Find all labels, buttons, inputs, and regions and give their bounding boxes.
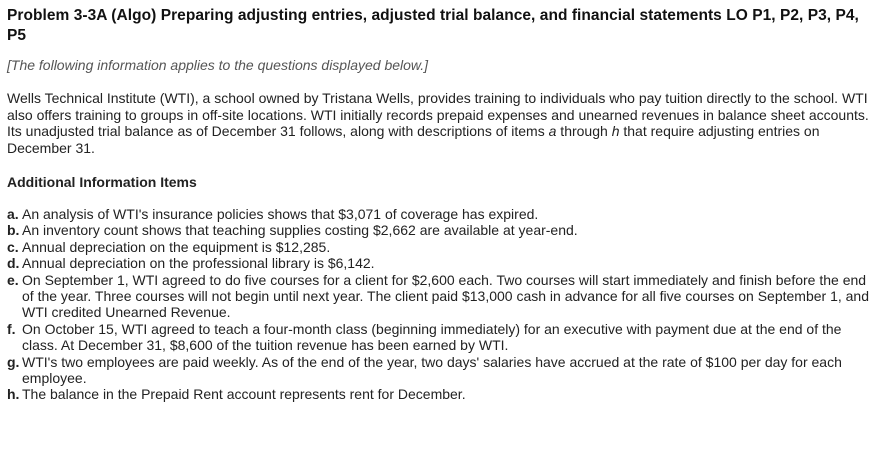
- list-item: [7, 222, 869, 238]
- intro-text-3: that require adjusting entries on December 31.: [7, 123, 820, 156]
- item-text: An inventory count shows that teaching supplies costing $2,662 are available at year-end.: [22, 222, 578, 239]
- list-item: [7, 272, 869, 321]
- item-letter: g.: [7, 353, 20, 370]
- item-text: On September 1, WTI agreed to do five courses for a client for $2,600 each. Two courses will start immediately and finish before the end of the year. Three courses will not begin until next year. The client paid $13,000 cash in advance for all five courses on September 1, and WTI credited Unearned Revenue.: [22, 271, 869, 321]
- intro-text-2: through: [556, 123, 612, 139]
- additional-info-heading: Additional Information Items: [7, 174, 197, 190]
- item-letter: h.: [7, 386, 20, 403]
- item-text: WTI's two employees are paid weekly. As of the end of the year, two days' salaries have accrued at the rate of $100 per day for each employee.: [22, 353, 842, 387]
- item-text: Annual depreciation on the professional library is $6,142.: [22, 255, 375, 272]
- intro-italic-h: h: [611, 123, 620, 139]
- intro-text-1: Wells Technical Institute (WTI), a school owned by Tristana Wells, provides training to individuals who pay tuition directly to the school. WTI also offers training to groups in off-site locations. WTI initially records prepaid expenses and unearned revenues in balance sheet accounts. Its unadjusted trial balance as of December 31 follows, along with descriptions of items: [7, 90, 869, 139]
- list-item: [7, 255, 869, 271]
- item-letter: c.: [7, 238, 19, 255]
- problem-content: [7, 6, 869, 403]
- adjustment-items-list: [7, 206, 869, 403]
- item-text: Annual depreciation on the equipment is $12,285.: [22, 238, 331, 255]
- item-letter: a.: [7, 206, 19, 222]
- item-letter: d.: [7, 255, 20, 272]
- item-text: On October 15, WTI agreed to teach a four-month class (beginning immediately) for an executive with payment due at the end of the class. At December 31, $8,600 of the tuition revenue has been earned by WTI.: [22, 320, 842, 354]
- list-item: [7, 354, 869, 387]
- intro-italic-a: a: [548, 123, 557, 139]
- item-letter: e.: [7, 271, 19, 288]
- item-text: An analysis of WTI's insurance policies shows that $3,071 of coverage has expired.: [22, 206, 539, 222]
- list-item: [7, 386, 869, 402]
- item-text: The balance in the Prepaid Rent account represents rent for December.: [22, 386, 466, 403]
- item-letter: b.: [7, 222, 20, 239]
- list-item: [7, 321, 869, 354]
- problem-title: Problem 3-3A (Algo) Preparing adjusting entries, adjusted trial balance, and financial statements LO P1, P2, P3, P4, P5: [7, 7, 859, 44]
- list-item: [7, 239, 869, 255]
- item-letter: f.: [7, 320, 16, 337]
- list-item: [7, 206, 869, 222]
- intro-paragraph: [7, 90, 869, 156]
- info-note: [The following information applies to the questions displayed below.]: [7, 57, 429, 73]
